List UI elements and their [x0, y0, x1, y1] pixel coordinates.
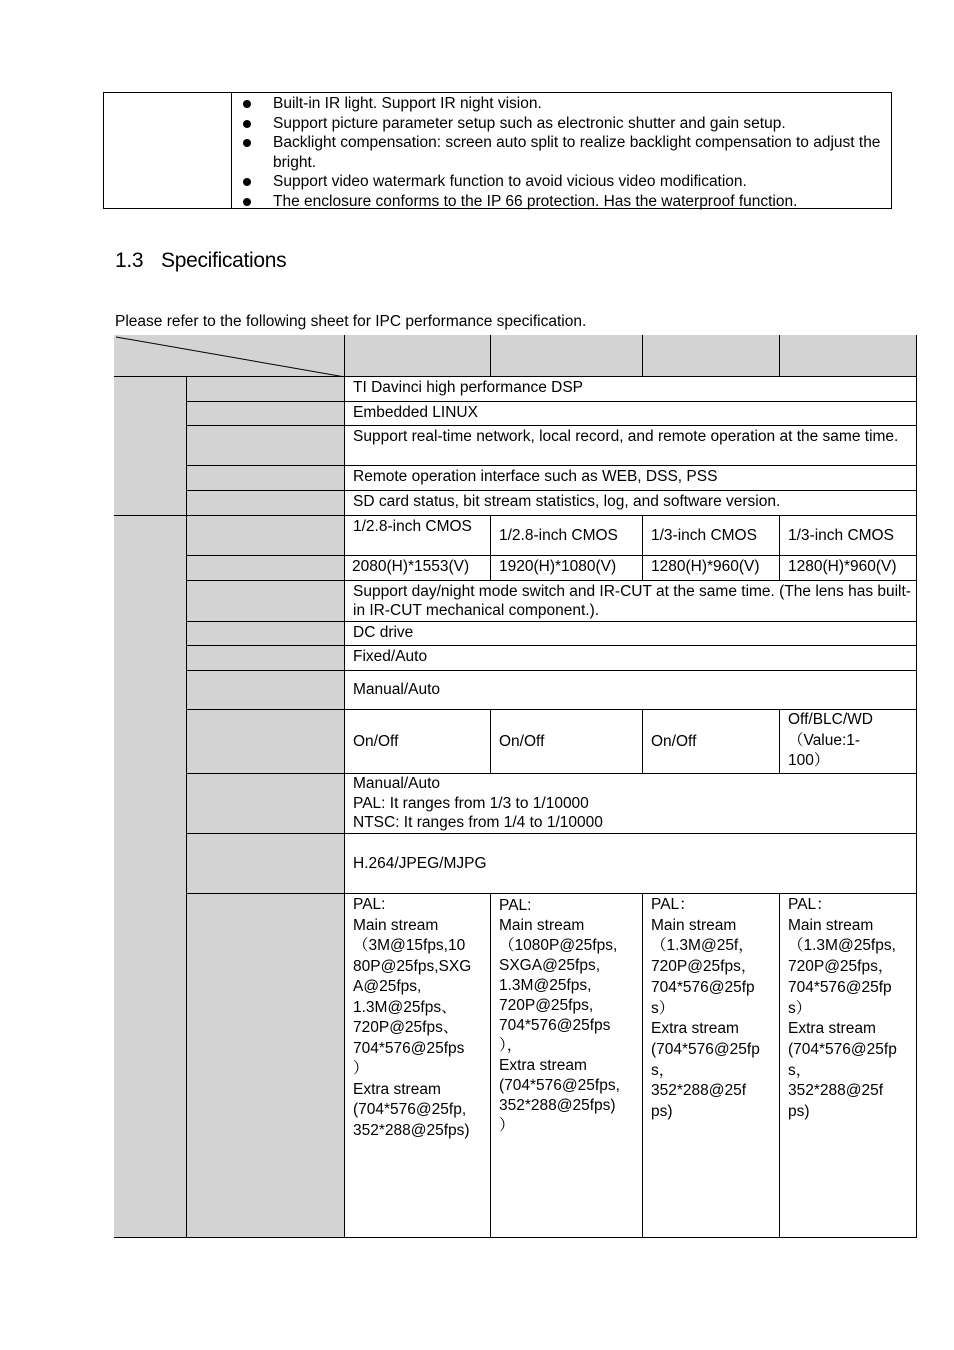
row-label-system-status — [187, 491, 345, 516]
row-label-sensor — [187, 516, 345, 556]
feature-item: Support video watermark function to avoid vicious video modification. — [241, 172, 883, 192]
os-value: Embedded LINUX — [345, 402, 917, 426]
feature-list-table — [103, 92, 892, 209]
frame-rate-value: PAL: Main stream （3M@15fps,10 80P@25fps,SXG A@25fps, 1.3M@25fps、 720P@25fps、 704*576@25fps ） Extra stream (704*576@25fp, 352*288@25fps) — [345, 894, 491, 1238]
row-label-resolution — [187, 556, 345, 581]
frame-rate-value: PAL: Main stream （1080P@25fps, SXGA@25fps, 1.3M@25fps, 720P@25fps, 704*576@25fps ）， Extra stream (704*576@25fps, 352*288@25fps) ） — [491, 894, 643, 1238]
header-model-cell — [780, 335, 917, 377]
frame-rate-value: PAL： Main stream （1.3M@25fps, 720P@25fps， 704*576@25fp s） Extra stream (704*576@25fp s， 352*288@25f ps) — [780, 894, 917, 1238]
backlight-value: On/Off — [345, 710, 491, 774]
resolution-value: 1920(H)*1080(V) — [491, 556, 643, 581]
row-label-os — [187, 402, 345, 426]
row-label-processor — [187, 377, 345, 402]
header-model-cell — [345, 335, 491, 377]
feature-item: Support picture parameter setup such as electronic shutter and gain setup. — [241, 114, 883, 134]
group-label-video — [114, 516, 187, 1238]
intro-paragraph: Please refer to the following sheet for IPC performance specification. — [115, 313, 587, 330]
feature-item: Built-in IR light. Support IR night vision. — [241, 94, 883, 114]
sensor-value: 1/2.8-inch CMOS — [491, 516, 643, 556]
row-label-system-resources — [187, 426, 345, 466]
section-heading — [115, 249, 286, 273]
system-resources-value: Support real-time network, local record, and remote operation at the same time. — [345, 426, 917, 466]
system-status-value: SD card status, bit stream statistics, log, and software version. — [345, 491, 917, 516]
row-label-day-night — [187, 581, 345, 622]
row-label-iris — [187, 646, 345, 671]
header-model-cell — [643, 335, 780, 377]
row-label-user-interface — [187, 466, 345, 491]
row-label-lens-drive — [187, 622, 345, 646]
feature-table-divider — [231, 93, 232, 208]
section-number: 1.3 — [115, 249, 144, 272]
row-label-shutter — [187, 774, 345, 834]
sensor-value: 1/3-inch CMOS — [643, 516, 780, 556]
gain-value: Manual/Auto — [345, 671, 917, 710]
section-title: Specifications — [161, 249, 287, 272]
day-night-value: Support day/night mode switch and IR-CUT at the same time. (The lens has built-in IR-CUT mechanical component.). — [345, 581, 917, 622]
feature-list — [241, 94, 883, 211]
specification-table — [114, 335, 917, 1238]
compression-value: H.264/JPEG/MJPG — [345, 834, 917, 894]
row-label-gain — [187, 671, 345, 710]
shutter-value: Manual/Auto PAL: It ranges from 1/3 to 1/10000 NTSC: It ranges from 1/4 to 1/10000 — [345, 774, 917, 834]
feature-item: The enclosure conforms to the IP 66 protection. Has the waterproof function. — [241, 192, 883, 212]
group-label-system — [114, 377, 187, 516]
sensor-value: 1/3-inch CMOS — [780, 516, 917, 556]
lens-drive-value: DC drive — [345, 622, 917, 646]
header-model-cell — [491, 335, 643, 377]
row-label-compression — [187, 834, 345, 894]
backlight-value: On/Off — [643, 710, 780, 774]
sensor-value: 1/2.8-inch CMOS — [345, 516, 491, 556]
processor-value: TI Davinci high performance DSP — [345, 377, 917, 402]
frame-rate-value: PAL： Main stream （1.3M@25f， 720P@25fps， 704*576@25fp s） Extra stream (704*576@25fp s， 352*288@25f ps) — [643, 894, 780, 1238]
backlight-value: On/Off — [491, 710, 643, 774]
row-label-backlight — [187, 710, 345, 774]
user-interface-value: Remote operation interface such as WEB, DSS, PSS — [345, 466, 917, 491]
resolution-value: 1280(H)*960(V) — [643, 556, 780, 581]
backlight-value: Off/BLC/WD （Value:1- 100） — [780, 710, 917, 774]
row-label-frame-rate — [187, 894, 345, 1238]
header-diagonal-line — [114, 335, 345, 379]
resolution-value: 1280(H)*960(V) — [780, 556, 917, 581]
iris-value: Fixed/Auto — [345, 646, 917, 671]
resolution-value: 2080(H)*1553(V) — [345, 556, 491, 581]
feature-item: Backlight compensation: screen auto split to realize backlight compensation to adjust the bright. — [241, 133, 883, 172]
